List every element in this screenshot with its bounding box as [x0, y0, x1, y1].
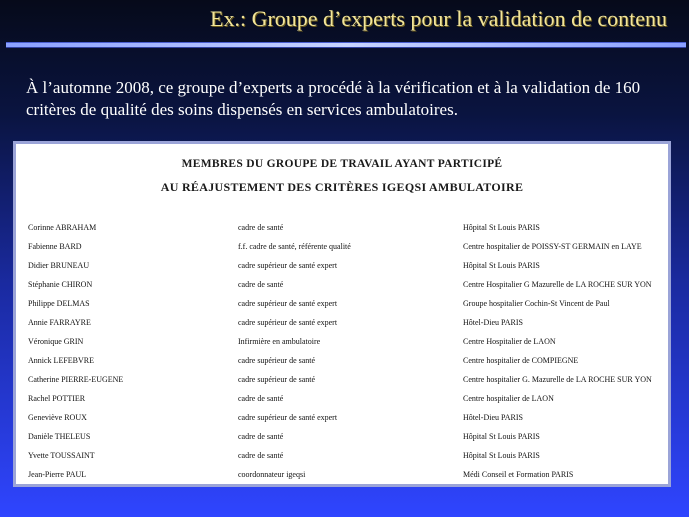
member-name: Annick LEFEBVRE: [28, 356, 94, 365]
member-name: Rachel POTTIER: [28, 394, 86, 403]
table-heading-line1: MEMBRES DU GROUPE DE TRAVAIL AYANT PARTICIPÉ: [181, 158, 503, 170]
table-row: [28, 256, 658, 275]
member-institution: Groupe hospitalier Cochin-St Vincent de Paul: [463, 299, 610, 308]
table-row: [28, 237, 658, 256]
table-row: [28, 294, 658, 313]
member-institution: Centre Hospitalier G Mazurelle de LA ROCHE SUR YON: [463, 280, 652, 289]
table-row: [28, 389, 658, 408]
member-institution: Médi Conseil et Formation PARIS: [463, 470, 574, 479]
member-name: Jean-Pierre PAUL: [28, 470, 87, 479]
table-row: [28, 332, 658, 351]
member-name: Philippe DELMAS: [28, 299, 90, 308]
table-heading-line2: AU RÉAJUSTEMENT DES CRITÈRES IGEQSI AMBULATOIRE: [160, 180, 524, 194]
member-name: Corinne ABRAHAM: [28, 223, 97, 232]
table-row: [28, 408, 658, 427]
member-institution: Hôpital St Louis PARIS: [463, 223, 540, 232]
table-row: [28, 275, 658, 294]
member-name: Yvette TOUSSAINT: [28, 451, 95, 460]
member-role: cadre supérieur de santé expert: [238, 413, 338, 422]
member-name: Stéphanie CHIRON: [28, 280, 93, 289]
member-role: f.f. cadre de santé, référente qualité: [238, 242, 351, 251]
title-underline: [6, 42, 686, 48]
member-institution: Hôpital St Louis PARIS: [463, 261, 540, 270]
member-role: cadre de santé: [238, 280, 284, 289]
member-role: cadre de santé: [238, 451, 284, 460]
table-row: [28, 351, 658, 370]
members-list: [28, 218, 658, 484]
member-role: Infirmière en ambulatoire: [238, 337, 321, 346]
member-institution: Centre Hospitalier de LAON: [463, 337, 556, 346]
table-row: [28, 313, 658, 332]
member-role: cadre supérieur de santé expert: [238, 299, 338, 308]
member-institution: Hôtel-Dieu PARIS: [463, 413, 523, 422]
members-table-panel: [13, 141, 671, 487]
member-institution: Hôpital St Louis PARIS: [463, 451, 540, 460]
intro-paragraph: À l’automne 2008, ce groupe d’experts a procédé à la vérification et à la validation de 160 critères de qualité des soins dispensés en services ambulatoires.: [26, 78, 641, 119]
member-institution: Centre hospitalier de POISSY-ST GERMAIN en LAYE: [463, 242, 642, 251]
table-row: [28, 370, 658, 389]
member-name: Annie FARRAYRE: [28, 318, 91, 327]
slide-title: Ex.: Groupe d’experts pour la validation de contenu: [210, 6, 667, 31]
member-role: cadre de santé: [238, 394, 284, 403]
table-row: [28, 446, 658, 465]
member-role: cadre de santé: [238, 432, 284, 441]
table-row: [28, 218, 658, 237]
table-row: [28, 427, 658, 446]
member-name: Véronique GRIN: [28, 337, 84, 346]
member-name: Fabienne BARD: [28, 242, 82, 251]
member-role: cadre supérieur de santé: [238, 375, 316, 384]
member-institution: Hôpital St Louis PARIS: [463, 432, 540, 441]
member-role: cadre de santé: [238, 223, 284, 232]
member-name: Catherine PIERRE-EUGENE: [28, 375, 124, 384]
member-role: cadre supérieur de santé expert: [238, 318, 338, 327]
table-row: [28, 465, 658, 484]
member-role: coordonnateur igeqsi: [238, 470, 306, 479]
member-role: cadre supérieur de santé: [238, 356, 316, 365]
member-name: Didier BRUNEAU: [28, 261, 90, 270]
member-institution: Centre hospitalier de LAON: [463, 394, 554, 403]
member-institution: Centre hospitalier de COMPIEGNE: [463, 356, 579, 365]
member-institution: Hôtel-Dieu PARIS: [463, 318, 523, 327]
member-name: Danièle THELEUS: [28, 432, 91, 441]
member-institution: Centre hospitalier G. Mazurelle de LA ROCHE SUR YON: [463, 375, 652, 384]
member-name: Geneviève ROUX: [28, 413, 87, 422]
member-role: cadre supérieur de santé expert: [238, 261, 338, 270]
